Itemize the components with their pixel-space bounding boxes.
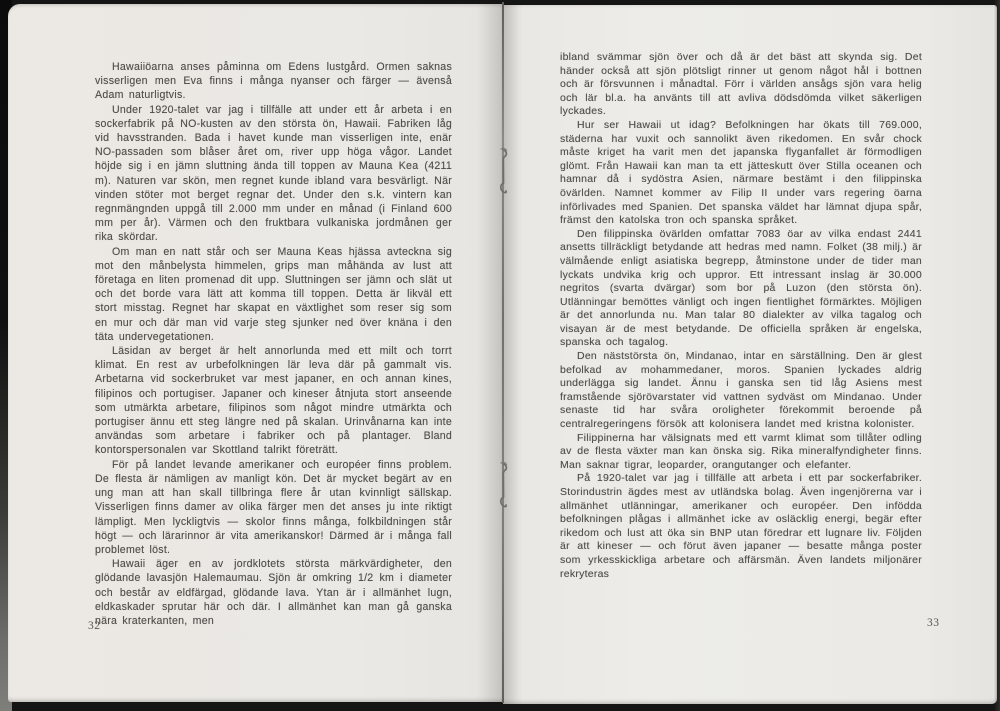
page-number-right: 33 xyxy=(927,617,940,629)
staple-icon xyxy=(498,460,509,510)
paragraph: På 1920-talet var jag i tillfälle att arbeta i ett par sockerfabriker. Storindustrin ägdes mest av utländska bolag. Även ingenjörerna var i allmänhet utlänningar, amerikaner och européer. Den infödda befolkningen plågas i allmänhet icke av osläcklig energi, begär efter rikedom och lust att öka sin BNP utan föredrar ett lugnare liv. Följden är att kineser — och förut även japaner — besatte många poster som yrkesskickliga arbetare och affärsmän. Även landets miljonärer rekryteras xyxy=(560,472,922,580)
paragraph: Hur ser Hawaii ut idag? Befolkningen har ökats till 769.000, städerna har vuxit och sannolikt även rikedomen. En svår chock måste kriget ha varit men det japanska flyganfallet är förmodligen glömt. Från Hawaii kan man ta ett jätteskutt över Stilla oceanen och hamnar då i sydöstra Asien, närmare bestämt i den filippinska övärlden. Namnet kommer av Filip II under vars regering öarna införlivades med Spanien. Det spanska väldet har lämnat djupa spår, främst den katolska tron och spanska språket. xyxy=(560,118,922,227)
page-left xyxy=(8,4,502,702)
paragraph: Under 1920-talet var jag i tillfälle att under ett år arbeta i en sockerfabrik på NO-kusten av den största ön, Hawaii. Fabriken låg vid havsstranden. Bada i havet kunde man visserligen inte, enär NO-passaden som blåser året om, river upp höga vågor. Landet höjde sig i en jämn sluttning ända till toppen av Mauna Kea (4211 m). Naturen var skön, men regnet kunde ibland vara besvärligt. När vinden stöter mot berget regnar det. Under den s.k. vintern kan regnmängnden uppgå till 2.000 mm under en månad (i Finland 600 mm per år). Värmen och den fruktbara vulkaniska jordmånen ger rika skördar. xyxy=(95,103,452,244)
page-left-text xyxy=(95,60,452,628)
staple-icon xyxy=(498,146,509,196)
paragraph: För på landet levande amerikaner och européer finns problem. De flesta är nämligen av manligt kön. Det är mycket begärt av en ung man att han skall tillbringa flere år utan kvinnligt sällskap. Visserligen finns damer av olika färger men det anses ju inte riktigt lämpligt. Men lyckligtvis — skolor finns många, folkbildningen står högt — och lärarinnor är vita amerikanskor! Därmed är i många fall problemet löst. xyxy=(95,458,452,556)
page-right-gutter-shadow xyxy=(503,5,523,704)
paragraph: Den näststörsta ön, Mindanao, intar en särställning. Den är glest befolkad av mohammedaner, moros. Spanien lyckades aldrig underlägga sig landet. Ännu i ganska sen tid låg Asiens mest framstående sjörövarstater vid vattnen sydväst om Mindanao. Under senaste tid har svåra oroligheter förekommit beroende på centralregeringens försök att kolonisera landet med kristna kolonister. xyxy=(560,350,922,431)
paragraph: Den filippinska övärlden omfattar 7083 öar av vilka endast 2441 ansetts tillräckligt betydande att hedras med namn. Folket (38 milj.) är välmående enligt asiatiska begrepp, åtminstone under de tider man lyckats undvika krig och uppror. Ett intressant inslag är 30.000 negritos (svarta dvärgar) som bor på Luzon (den största ön). Utlänningar bemöttes vänligt och ingen fientlighet förmärktes. Möjligen är det annorlunda nu. Man talar 80 dialekter av vilka tagalog och visayan är de mest betydande. De officiella språken är engelska, spanska och tagalog. xyxy=(560,227,922,349)
page-left-gutter-shadow xyxy=(476,4,502,702)
paragraph: ibland svämmar sjön över och då är det bäst att skynda sig. Det händer också att sjön plötsligt rinner ut genom något hål i bottnen och är försvunnen i månadtal. Förr i världen ansågs sjön vara helig och lär bl.a. ha använts till att avliva dödsdömda vilket säkerligen lyckades. xyxy=(560,51,922,118)
paragraph: Läsidan av berget är helt annorlunda med ett milt och torrt klimat. En rest av urbefolkningen lär leva där på gammalt vis. Arbetarna vid sockerbruket var mest japaner, en och annan kines, filipinos och portugiser. Japaner och kineser åtnjuta stort anseende som utmärkta arbetare, filipinos som något mindre utmärkta och portugiser ännu ett steg längre ned på skalan. Urinvånarna kan inte användas som arbetare i fabriker och på plantager. Bland kontorspersonalen var Skottland talrikt företrätt. xyxy=(95,345,452,457)
binding-fold-line xyxy=(502,2,504,703)
book-edge-right xyxy=(994,0,1000,711)
paragraph: Hawaii äger en av jordklotets största märkvärdigheter, den glödande lavasjön Halemaumau. Sjön är omkring 1/2 km i diameter och består av eldfärgad, glödande lava. Ytan är i allmänhet lugn, eldkaskader sprutar här och där. I allmänhet kan man gå ganska nära kraterkanten, men xyxy=(95,558,452,627)
page-right xyxy=(503,5,997,704)
paragraph: Filippinerna har välsignats med ett varmt klimat som tillåter odling av de flesta växter man kan önska sig. Rika mineralfyndigheter finns. Man saknar tigrar, leoparder, orangutanger och elefanter. xyxy=(560,431,922,471)
page-right-text xyxy=(560,51,922,581)
paragraph: Hawaiiöarna anses påminna om Edens lustgård. Ormen saknas visserligen men Eva finns i många nyanser och färger — ävenså Adam naturligtvis. xyxy=(95,61,452,102)
page-number-left: 32 xyxy=(88,620,101,632)
paragraph: Om man en natt står och ser Mauna Keas hjässa avteckna sig mot den månbelysta himmelen, grips man måhända av lust att företaga en liten promenad dit upp. Sluttningen ser jämn och slät ut och det borde vara lätt att komma till toppen. Detta är likväl ett stort misstag. Regnet har skapat en växtlighet som reser sig som en mur och där man vid varje steg sjunker ned över knäna i den täta undervegetationen. xyxy=(95,245,452,343)
